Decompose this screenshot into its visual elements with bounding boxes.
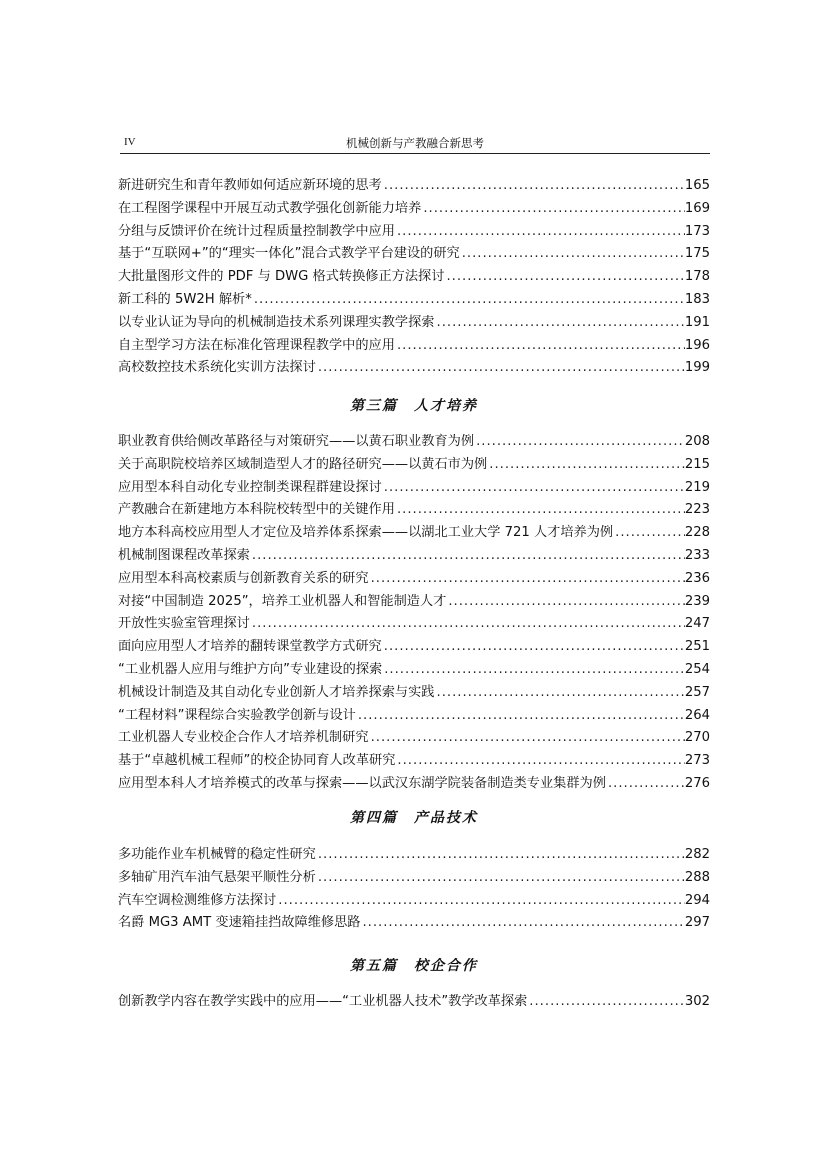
dot-leader — [316, 847, 685, 862]
toc-entry — [118, 174, 710, 197]
toc-entry-page: 257 — [684, 684, 710, 700]
toc-entry — [118, 843, 710, 866]
toc-entry — [118, 311, 710, 334]
toc-entry-title: 新工科的 5W2H 解析* — [118, 291, 252, 307]
toc-entry-title: 应用型本科自动化专业控制类课程群建设探讨 — [118, 479, 382, 495]
toc-entry-page: 219 — [684, 479, 710, 495]
toc-entry-title: 汽车空调检测维修方法探讨 — [118, 892, 277, 908]
toc-entry — [118, 911, 710, 934]
dot-leader — [444, 269, 684, 284]
toc-entry-page: 254 — [684, 661, 710, 677]
toc-entry — [118, 749, 710, 772]
dot-leader — [487, 457, 685, 472]
dot-leader — [395, 753, 684, 768]
toc-entry-title: 机械制图课程改革探索 — [118, 547, 250, 563]
dot-leader — [382, 639, 685, 654]
dot-leader — [360, 915, 684, 930]
dot-leader — [356, 708, 685, 723]
dot-leader — [316, 870, 685, 885]
book-title: 机械创新与产教融合新思考 — [346, 136, 484, 150]
section-heading-3: 第三篇 人才培养 — [350, 398, 478, 414]
dot-leader — [382, 662, 685, 677]
toc-entry-page: 199 — [684, 360, 710, 376]
toc-group-continued — [118, 174, 710, 379]
toc-entry-title: 分组与反馈评价在统计过程质量控制教学中应用 — [118, 223, 395, 239]
toc-entry-title: 地方本科高校应用型人才定位及培养体系探索——以湖北工业大学 721 人才培养为例 — [118, 525, 614, 541]
running-header — [120, 135, 710, 154]
toc-entry — [118, 453, 710, 476]
dot-leader — [474, 434, 685, 449]
toc-entry — [118, 544, 710, 567]
toc-entry-title: 对接“中国制造 2025”，培养工业机器人和智能制造人才 — [118, 593, 447, 609]
toc-entry-page: 208 — [684, 434, 710, 449]
toc-entry — [118, 681, 710, 704]
toc-entry — [118, 726, 710, 749]
toc-entry-page: 264 — [684, 707, 710, 723]
toc-entry-page: 175 — [684, 246, 710, 262]
toc-entry — [118, 288, 710, 311]
toc-entry — [118, 590, 710, 613]
dot-leader — [316, 360, 685, 375]
toc-entry-page: 236 — [684, 570, 710, 586]
toc-entry — [118, 612, 710, 635]
dot-leader — [446, 594, 684, 609]
toc-entry — [118, 635, 710, 658]
toc-entry-title: “工业机器人应用与维护方向”专业建设的探索 — [118, 661, 383, 677]
dot-leader — [382, 178, 685, 193]
toc-entry-title: 基于“互联网+”的“理实一体化”混合式教学平台建设的研究 — [118, 246, 460, 262]
toc-section-4 — [118, 843, 710, 934]
toc-entry-title: 产教融合在新建地方本科院校转型中的关键作用 — [118, 502, 395, 518]
dot-leader — [382, 480, 685, 495]
dot-leader — [369, 571, 685, 586]
dot-leader — [435, 315, 685, 330]
toc-entry — [118, 220, 710, 243]
toc-entry — [118, 567, 710, 590]
toc-entry-page: 302 — [684, 994, 710, 1009]
toc-entry-title: 创新教学内容在教学实践中的应用——“工业机器人技术”教学改革探索 — [118, 994, 528, 1009]
toc-entry-title: 名爵 MG3 AMT 变速箱挂挡故障维修思路 — [118, 915, 361, 931]
dot-leader — [250, 616, 685, 631]
toc-entry-title: 多轴矿用汽车油气悬架平顺性分析 — [118, 869, 316, 885]
toc-entry-title: 机械设计制造及其自动化专业创新人才培养探索与实践 — [118, 684, 435, 700]
dot-leader — [395, 224, 685, 239]
toc-entry-title: 应用型本科人才培养模式的改革与探索——以武汉东湖学院装备制造类专业集群为例 — [118, 775, 606, 791]
toc-entry-title: 在工程图学课程中开展互动式教学强化创新能力培养 — [118, 200, 422, 216]
toc-entry-page: 251 — [684, 639, 710, 655]
dot-leader — [421, 201, 685, 216]
toc-entry — [118, 889, 710, 912]
toc-entry — [118, 430, 710, 453]
dot-leader — [250, 548, 685, 563]
dot-leader — [276, 893, 685, 908]
toc-entry-title: 自主型学习方法在标准化管理课程教学中的应用 — [118, 337, 395, 353]
toc-entry-title: 基于“卓越机械工程师”的校企协同育人改革研究 — [118, 753, 396, 769]
toc-entry-page: 228 — [684, 525, 710, 541]
toc-section-3 — [118, 430, 710, 795]
toc-entry-title: 职业教育供给侧改革路径与对策研究——以黄石职业教育为例 — [118, 434, 475, 449]
toc-entry — [118, 704, 710, 727]
dot-leader — [435, 685, 685, 700]
toc-entry-title: 大批量图形文件的 PDF 与 DWG 格式转换修正方法探讨 — [118, 269, 445, 285]
toc-entry-title: 应用型本科高校素质与创新教育关系的研究 — [118, 570, 369, 586]
toc-entry-page: 183 — [684, 291, 710, 307]
toc-entry-page: 282 — [684, 847, 710, 862]
toc-entry-page: 247 — [684, 616, 710, 632]
page-number: IV — [124, 136, 136, 148]
toc-entry-title: 工业机器人专业校企合作人才培养机制研究 — [118, 730, 369, 746]
toc-section-5 — [118, 990, 710, 1013]
section-heading-5: 第五篇 校企合作 — [350, 958, 478, 974]
toc-entry-title: 新进研究生和青年教师如何适应新环境的思考 — [118, 178, 382, 193]
toc-entry-page: 173 — [684, 223, 710, 239]
toc-entry — [118, 521, 710, 544]
toc-entry-title: 开放性实验室管理探讨 — [118, 616, 250, 632]
toc-entry-page: 196 — [684, 337, 710, 353]
toc-entry-title: 面向应用型人才培养的翻转课堂教学方式研究 — [118, 639, 382, 655]
toc-entry — [118, 990, 710, 1013]
toc-entry — [118, 866, 710, 889]
toc-entry-page: 169 — [684, 200, 710, 216]
toc-entry — [118, 265, 710, 288]
dot-leader — [252, 292, 685, 307]
toc-entry-page: 273 — [684, 753, 710, 769]
dot-leader — [395, 338, 685, 353]
toc-entry-page: 165 — [684, 178, 710, 193]
toc-entry-page: 270 — [684, 730, 710, 746]
toc-entry-title: 多功能作业车机械臂的稳定性研究 — [118, 847, 316, 862]
toc-entry-page: 297 — [684, 915, 710, 931]
toc-entry-page: 276 — [684, 775, 710, 791]
toc-entry-title: 以专业认证为导向的机械制造技术系列课理实教学探索 — [118, 314, 435, 330]
dot-leader — [613, 525, 685, 540]
toc-entry-page: 178 — [684, 269, 710, 285]
toc-entry-page: 239 — [684, 593, 710, 609]
dot-leader — [606, 776, 685, 791]
toc-entry-page: 233 — [684, 547, 710, 563]
toc-entry — [118, 242, 710, 265]
toc-entry — [118, 334, 710, 357]
dot-leader — [369, 730, 685, 745]
toc-entry — [118, 772, 710, 795]
toc-entry-title: “工程材料”课程综合实验教学创新与设计 — [118, 707, 356, 723]
toc-entry-page: 288 — [684, 869, 710, 885]
dot-leader — [527, 994, 685, 1009]
toc-entry — [118, 197, 710, 220]
section-heading-4: 第四篇 产品技术 — [350, 810, 478, 826]
toc-entry-title: 高校数控技术系统化实训方法探讨 — [118, 360, 316, 376]
toc-entry-page: 223 — [684, 502, 710, 518]
dot-leader — [395, 502, 685, 517]
toc-entry — [118, 356, 710, 379]
toc-entry-page: 215 — [684, 456, 710, 472]
toc-entry — [118, 658, 710, 681]
toc-entry — [118, 498, 710, 521]
toc-entry — [118, 476, 710, 499]
toc-entry-page: 191 — [684, 314, 710, 330]
toc-entry-title: 关于高职院校培养区域制造型人才的路径研究——以黄石市为例 — [118, 456, 488, 472]
dot-leader — [460, 246, 685, 261]
toc-entry-page: 294 — [684, 892, 710, 908]
